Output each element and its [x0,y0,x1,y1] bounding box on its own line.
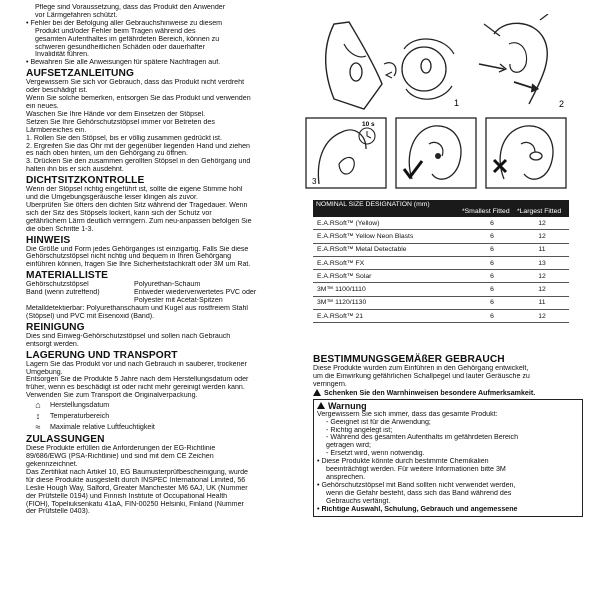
storage-section [26,350,308,434]
intro-line: gesamten Aufenthaltes im gefährdeten Bereich, können zu [35,35,220,43]
materials-note [26,305,308,321]
section-line: halten ihn bis er sich ausdehnt. [26,166,124,174]
section-line: Waschen Sie Ihre Hände vor dem Einsetzen der Stöpsel. [26,110,206,118]
storage-symbol-row [26,422,308,433]
storage-line: Entsorgen Sie die Produkte 5 Jahre nach dem Herstellungsdatum oder [26,376,249,384]
approvals-heading: ZULASSUNGEN [26,434,105,446]
intended-use-line: um die Einwirkung gefährlichen Schallpegel und lauter Geräusche zu [313,372,530,380]
smallest-fitted-value: 6 [490,299,494,307]
approvals-line: Leslie Hough Way, Salford, Greater Manchester M6 6AJ, UK (Nummer [26,484,248,492]
approvals-line: der Prüfstelle 0194) und Finnish Institute of Occupational Health [26,492,228,500]
incorrect-fit-panel [486,118,566,188]
materials-table [26,281,308,305]
section-line: Setzen Sie Ihre Gehörschutzstöpsel immer vor Betreten des [26,118,215,126]
intro-line: Pflege sind Voraussetzung, dass das Produkt den Anwender [35,4,226,11]
section-line: Wenn Sie solche bemerken, entsorgen Sie das Produkt und verwenden [26,95,251,103]
approvals-line: (FIOH), Topeliuksenkatu 41aA, FIN-00250 Helsinki, Finland (Nummer [26,500,244,508]
table-row [313,297,569,310]
warning-bullet-line: wenn die Gefahr besteht, dass sich das Band während des [326,489,512,497]
section-heading: DICHTSITZKONTROLLE [26,175,145,187]
materials-row [26,297,308,305]
cleaning-line: Dies sind Einweg-Gehörschutzstöpsel und sollen nach Gebrauch [26,332,231,340]
intro-line: • Bewahren Sie alle Anweisungen für spätere Nachfragen auf. [26,59,221,67]
product-name: E.A.RSoft™ FX [317,259,365,267]
materials-row [26,281,308,289]
table-row [313,244,569,257]
approvals-section [26,434,308,516]
section-line: gefährlichem Lärm deutlich verringern. Zum neu-anpassen befolgen Sie [26,217,252,225]
storage-line: Umgebung. [26,368,63,376]
materials-item: Gehörschutzstöpsel [26,281,89,289]
warning-bullet-line: Gebrauchs verfängt. [326,497,391,505]
section-line: ein neues. [26,102,59,110]
section-heading: AUFSETZANLEITUNG [26,68,134,80]
warning-title [317,401,579,411]
approvals-line: der Prüfstelle 0403). [26,508,90,516]
warning-item: - Während des gesamten Aufenthalts im gefährdeten Bereich [326,434,519,442]
step-3-label: 3 [312,177,317,186]
roll-plug-illustration [326,22,396,109]
warning-triangle-icon [313,389,321,396]
largest-fitted-value: 12 [538,312,546,320]
warning-final: • Richtige Auswahl, Schulung, Gebrauch und angemessene [317,505,518,513]
materials-section [26,270,308,321]
fitting-illustration-svg [304,14,570,190]
largest-fitted-value: 12 [538,219,546,227]
smallest-fitted-value: 6 [490,246,494,254]
intended-use-text [313,365,583,389]
storage-symbol-label: Temperaturbereich [50,411,110,420]
product-name: E.A.RSoft™ Metal Detectable [317,246,407,254]
warning-item: - Richtig angelegt ist; [326,426,393,434]
table-row [313,310,569,323]
smallest-fitted-value: 6 [490,219,494,227]
largest-fitted-value: 11 [538,299,546,307]
timer-label: 10 s [362,121,375,128]
section-heading: HINWEIS [26,234,71,246]
largest-fitted-value: 13 [538,259,546,267]
section-line: die oben Schritte 1-3. [26,225,94,233]
materials-item: Band (wenn zutreffend) [26,289,100,297]
approvals-line: Das Zertifikat nach Artikel 10, EG Baumusterprüfbescheinigung, wurde [26,468,248,476]
intended-use-section [313,353,583,517]
section-line: 3. Drücken Sie den zusammen gerollten Stöpsel in den Gehörgang und [26,158,251,166]
table-row [313,230,569,243]
smallest-fitted-header: *Smallest Fitted [462,208,510,216]
section-line: Lärmbereiches ein. [26,126,87,134]
section-line: einführen können, fragen Sie Ihre Sicherheitsfachkraft oder 3M um Rat. [26,261,251,269]
approvals-line: 89/686/EWG (PSA-Richtlinie) und sind mit dem CE Zeichen [26,453,214,461]
materials-value: Entweder wiederverwertetes PVC oder [134,289,257,297]
approvals-line: gekennzeichnet. [26,460,78,468]
storage-symbol-label: Maximale relative Luftfeuchtigkeit [50,422,155,431]
smallest-fitted-value: 6 [490,286,494,294]
warning-bullet-line: • Gehörschutzstöpsel mit Band sollten nicht verwendet werden, [317,481,516,489]
warning-item: getragen wird; [326,442,371,450]
compressed-plug-illustration [402,39,454,99]
section-line: Wenn der Stöpsel richtig eingeführt ist, sollte die eigene Stimme hohl [26,186,243,194]
storage-symbol-row [26,400,308,411]
largest-fitted-value: 11 [538,246,546,254]
intro-line: vor Lärmgefahren schützt. [35,11,118,19]
storage-symbol-label: Herstellungsdatum [50,400,110,409]
product-name: E.A.RSoft™ Yellow Neon Blasts [317,232,414,240]
approvals-line: für diese Produkte ausgestellt durch INSPEC International Limited, 56 [26,476,246,484]
section-line: Vergewissern Sie sich vor Gebrauch, dass das Produkt nicht verdreht [26,79,245,87]
materials-row [26,289,308,297]
warning-intro: Vergewissern Sie sich immer, dass das gesamte Produkt: [317,410,498,418]
largest-fitted-value: 12 [538,272,546,280]
storage-symbols [26,400,308,433]
intro-line: Invalidität führen. [35,51,90,59]
warning-bullet-line: ansprechen. [326,473,366,481]
intro-line: schweren gesundheitlichen Schäden oder dauerhafter [35,43,205,51]
section-line: es nach oben hinten, um den Gehörgang zu öffnen. [26,150,188,158]
product-name: E.A.RSoft™ 21 [317,312,364,320]
step-1-label: 1 [454,98,460,108]
left-column [26,4,308,516]
cleaning-line: entsorgt werden. [26,340,79,348]
materials-note-line: (Stöpsel) und PVC mit Eisenoxid (Band). [26,312,155,320]
smallest-fitted-value: 6 [490,259,494,267]
largest-fitted-value: 12 [538,286,546,294]
thermometer-icon: ↕ [35,411,41,421]
materials-value: Polyester mit Acetat-Spitzen [134,297,223,305]
section-line: Gehörschutzstöpsel nicht richtig und bequem in Ihren Gehörgang [26,253,232,261]
intended-use-heading: BESTIMMUNGSGEMÄßER GEBRAUCH [313,354,505,365]
section-line: 2. Ergreifen Sie das Ohr mit der gegenüber liegenden Hand und ziehen [26,142,250,150]
instruction-sections [26,68,308,269]
materials-value: Polyurethan-Schaum [134,281,201,289]
smallest-fitted-value: 6 [490,312,494,320]
largest-fitted-header: *Largest Fitted [517,208,562,216]
intended-use-line: verringern. [313,380,347,388]
table-row [313,270,569,283]
intro-line: • Fehler bei der Befolgung aller Gebrauchshinweise zu diesem [26,19,223,27]
section-line: sich der Sitz des Stöpsels lockert, kann sich der Schutz vor [26,209,212,217]
smallest-fitted-value: 6 [490,272,494,280]
largest-fitted-value: 12 [538,232,546,240]
factory-icon: ⌂ [35,400,41,410]
size-table [313,200,569,323]
step-2-label: 2 [559,99,565,109]
storage-symbol-row [26,411,308,422]
storage-heading: LAGERUNG UND TRANSPORT [26,349,178,361]
warning-item: - Geeignet ist für die Anwendung; [326,418,431,426]
approvals-text [26,445,308,516]
warning-bullet-line: beeinträchtigt werden. Für weitere Informationen bitte 3M [326,466,506,474]
cleaning-heading: REINIGUNG [26,321,85,333]
section-line: Überprüfen Sie öfters den dichten Sitz während der Tragedauer. Wenn [26,201,248,209]
cleaning-section [26,322,308,349]
smallest-fitted-value: 6 [490,232,494,240]
attention-note [313,389,583,397]
section-line: und die Umgebungsgeräusche leiser klingen als zuvor. [26,194,198,202]
table-row [313,257,569,270]
storage-line: früher, wenn es beschädigt ist oder nicht mehr gereinigt werden kann. [26,384,245,392]
product-name: E.A.RSoft™ (Yellow) [317,219,380,227]
warning-box [313,399,583,517]
section-line: 1. Rollen Sie den Stöpsel, bis er völlig zusammen gedrückt ist. [26,134,222,142]
materials-note-line: Metalldetektierbar: Polyurethanschaum und Kugel aus rostfreiem Stahl [26,305,248,312]
intro-block [26,4,308,67]
size-table-body [313,217,569,323]
section-line: oder beschädigt ist. [26,87,88,95]
fitting-illustrations [304,14,570,190]
approvals-line: Diese Produkte erfüllen die Anforderungen der EG-Richtlinie [26,445,216,453]
materials-heading: MATERIALLISTE [26,270,109,282]
warning-items [317,419,579,459]
storage-line: Lagern Sie das Produkt vor und nach Gebrauch in sauberer, trockener [26,360,247,368]
attention-text: Schenken Sie den Warnhinweisen besondere Aufmerksamkeit. [324,388,536,397]
product-name: E.A.RSoft™ Solar [317,272,372,280]
cleaning-text [26,333,308,349]
warning-title-text: Warnung [328,400,367,411]
product-name: 3M™ 1100/1110 [317,286,366,294]
size-table-title: NOMINAL SIZE DESIGNATION (mm) [316,201,430,208]
size-table-header [313,200,569,217]
table-row [313,217,569,230]
warning-bullets [317,458,579,505]
intro-line: Produkt und/oder Fehler beim Tragen während des [35,27,196,35]
warning-bullet-line: • Diese Produkte könnte durch bestimmte Chemikalien [317,458,489,466]
storage-line: Verwenden Sie zum Transport die Originalverpackung. [26,392,198,400]
table-row [313,283,569,296]
intended-use-line: Diese Produkte wurden zum Einführen in den Gehörgang entwickelt, [313,365,529,372]
storage-text [26,361,308,401]
warning-title-icon [317,402,325,409]
section-line: Die Größe und Form jedes Gehörganges ist einzigartig. Falls Sie diese [26,245,249,253]
humidity-icon: ≈ [35,422,41,432]
product-name: 3M™ 1120/1130 [317,299,367,307]
warning-item: - Ersetzt wird, wenn notwendig. [326,450,425,458]
pull-ear-illustration [479,14,548,104]
materials-item [26,297,134,305]
